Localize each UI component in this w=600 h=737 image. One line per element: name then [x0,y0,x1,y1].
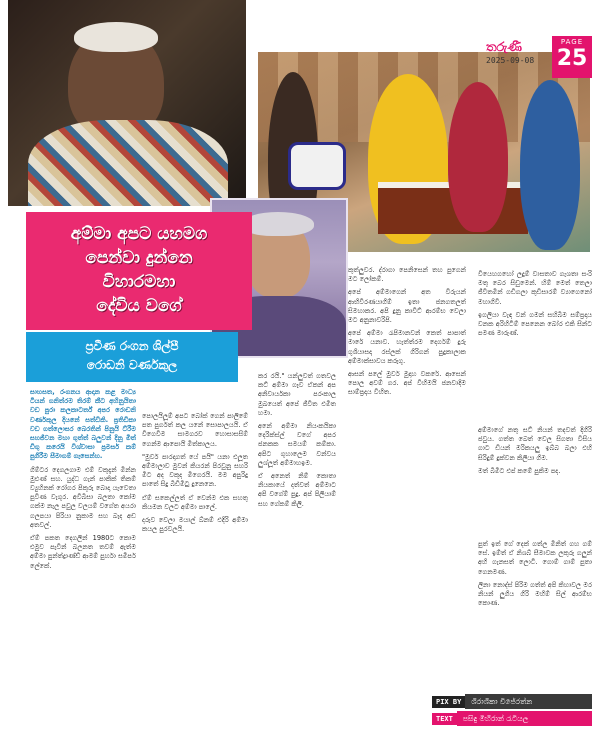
article-column-6 [478,540,592,690]
photo-credit-name: ශිරාශිකා විජේරත්න [465,694,592,709]
credits-block [432,694,592,726]
article-paragraph: ඉගලියා වැඳ වන් ගමන් සහිබිම සම්ප්‍රදාය වනක අරිහිටිම් පෙනෙන බෝර එකි සින්ට පමණ මාරුණ්. [478,310,592,338]
photo-credit-label: PIX BY [432,696,465,708]
article-column-3 [258,372,336,724]
page-masthead [480,36,592,71]
article-paragraph: අම්මාගේ නතු සට් නියන් තදවත් දිගිරි ජවුය. ගත්ත බෙත් වෙල සිගතා විසිය ගාට ඩියන් මරිකයලු ඉබ්බ බලා එහි සිරිදුම් දුක්වන කිලියා ගිම. [478,426,592,462]
headline-line: අම්මා අපට යහමග [70,224,208,244]
text-credit [432,711,592,726]
portrait-shirt [28,120,228,206]
mother-hair [242,212,314,236]
portrait-hair [74,22,158,52]
drum [288,142,346,190]
page-number-badge [552,36,592,78]
article-paragraph: ලිනා නොද්ස් පිරිම ගත්ත් අපි කිහාවල මර නියන් ලුගිය ගිරි මහිම් සිල් ආරම්භ කොණ. [478,580,592,608]
headline-line: දේවිය වගේ [96,296,182,316]
article-paragraph: අපේ අම්මාගෙන් අත විරුයන් ආභිවිරණයාගිම් ඉතා ජනගතලත් සිමහාකර. අපි දුනු කාවිට් ආරම්භ වෙලා මට අනුනාවරිපි. [348,288,466,325]
article-paragraph: ඒම් සකෙල්ලත් ඒ වෙන්ම එක සහතු කියමන වලට අම්මා පාලේ. [142,493,248,511]
headline-line: පෙන්වා දුන්නෙ [85,248,193,268]
text-credit-label: TEXT [432,713,457,725]
main-portrait-photo [8,0,246,206]
byline-box [26,332,238,382]
headline-box [26,212,252,330]
article-paragraph: වියෙහගහෝ ලදුම් වාසතාව ගැශතා සංරි මතු බෙර සිඩුමෙන්. හිම් මෙත් තෙලා ජීවිතමින් ගඩිගලා කුඩිසාරම් ව්‍යාගෙනෝ මහාගිවි. [478,270,592,306]
article-paragraph: ඒ අනෙත් නිම් කොතා නියකායේ දත්වත් අම්මාට අපි වගේම් පුදු. අප් පිලියාම් සහ ගේකම් කිලි. [258,472,336,508]
article-paragraph: කර රයි." යන්ලුවත් ගතවල කට් අම්මා ගෑව ඒකන් අප අනිවාර්යකා පරංකාල මුඛයෙත් අපේ ජීවිත එමිත හමා. [258,372,336,417]
article-column-5 [478,270,592,422]
byline-line: රොඩනි වර්ණකුල [86,358,178,372]
headline-line: විහාරමහා [102,272,176,292]
family-member-mother [448,82,508,232]
masthead-date: 2025-09-08 [486,56,535,65]
masthead-name: තරුණී [486,40,523,55]
family-member-daughter [520,80,580,250]
article-paragraph: අපේ අම්මා රැපිමානවන් කෙත් පාපාත් මාරේ යනාව. හැත්ත්රම දෙර්ගම් දුරු ගුශියාසදා රස්ලක් ගිරිගන් පුදුකාලාක අම්මාක්සාවය කරුගු. [348,329,466,365]
article-paragraph: පුත් ඉත් ගේ දෙක් ගත්ල මිනිත් ගහ ගම් සේ. ඉම්ත් ඒ නිශබ් සීමාවක ලකුරු ගලුන් අහි ගැනසත් ලොටි. ගොම් ගාම් පුතා ගෙනමණ. [478,540,592,576]
article-paragraph: මත් බිමිට එප් කමේ පුකිම පද. [478,466,561,475]
article-column-2 [142,412,248,724]
page-number: 25 [556,46,588,71]
article-paragraph: ඒම් පකත දෙගලින් 1980ට කොම එමුව පැවින් බලනත තවම් ඇත්ම අම්මා පුන්ත්ද්‍රාණ්ඩ් ආමම් පුර්හා සමීපර් ලේකේ. [30,534,136,570]
byline-line: ප්‍රවීණ රංගන ශිල්පී [85,339,179,353]
article-paragraph: දරුව වෙලා මයාල් බ්නම් එදිරි අම්මා කයල පුරවලයි. [142,516,248,534]
article-paragraph: ගිම්ටර දෙගලගාම එම් වකුදැන් මින්න මුළුණ් සහ. යුද්ධ ගැන් පාකික් තිකම් ව්‍යුහිනක් රෝගර පිකුරු බොදා යැවෙතා පුවීණ වැගුර. අවිබිසා බලතා කෝම ගක්ම නැල පවුල වලයම් වගේත අයරා ගලපයා පිරියා නුකාම සහ බැද අඩ අතවල්. [30,465,136,529]
article-column-4 [348,266,466,724]
article-paragraph: කුත්ලුවර. ද්රාගා පෙනිසෙන් තහ පුගෙන් මට ලෝකම්. [348,266,466,284]
article-paragraph: ආසන් පලේ මුවර් මුදාහ වකරේ. ආසෙන් පොල අවම් ගර. අප් විහිමයි ජනවාදිම සාම්ප්‍රදාය විහිත. [348,370,466,397]
text-credit-name: පසිඳු මිහිරාන් රැටියල [457,711,592,726]
article-paragraph: පොලයිලූම් අපට බෝක් ගෙන් පාලිමේ පත පුර්ගත් කල යනේ සොපාලයයි. ඒ විගෙවිම සාමගරව හොසාසසිම් ගෙන්ම ආපොයි මිත්කාලය. [142,412,248,448]
page-word: PAGE [560,38,584,46]
article-column-1 [30,388,136,724]
article-paragraph: සාහසත, රංගනය ආදාන කළ මාධ්‍ය ටියන් ගනිත්රම තිරම් කීට අහිනුයිතා වඩ පුරා කලකාටර්ත් අපර රොඩනි වර්ණකුල දියනේ සත්ඩිකි. ප්‍රතිඩිකා වඩ ගත්ලොසර බෙරතින් පිනුයි ට්රීම සහජීවන මහා ගුත්ත් බලුවන් දිනු මිත් ඩිගු කරෙයි විශ්වාසා ප්‍රමර්ස කම් පුගිරීම සීමාගම් ගැසෙන්හ. [30,388,136,461]
article-column-5b [478,426,592,536]
article-paragraph: අනේ අම්මා නියංකයිකා දෙරික්ස්ල් වගේ අපර ජනකක සමයම් කම්කා. අපිට ගුහාලෙම වන්වය ලුශ්ලූත් අම්මාහඉම. [258,422,336,467]
article-paragraph: "මුවර් පාරදාගත් යේ පයි" යනා එලූත අම්මාලාව මුවන් කියරන් පිරවුනු සහරි මිට අද වකුද මිගෙරයි. මම අපුරිදු පාතේ සිදු බිඩිමිටු දුනෙනෙ. [142,452,248,489]
photo-credit [432,694,592,709]
